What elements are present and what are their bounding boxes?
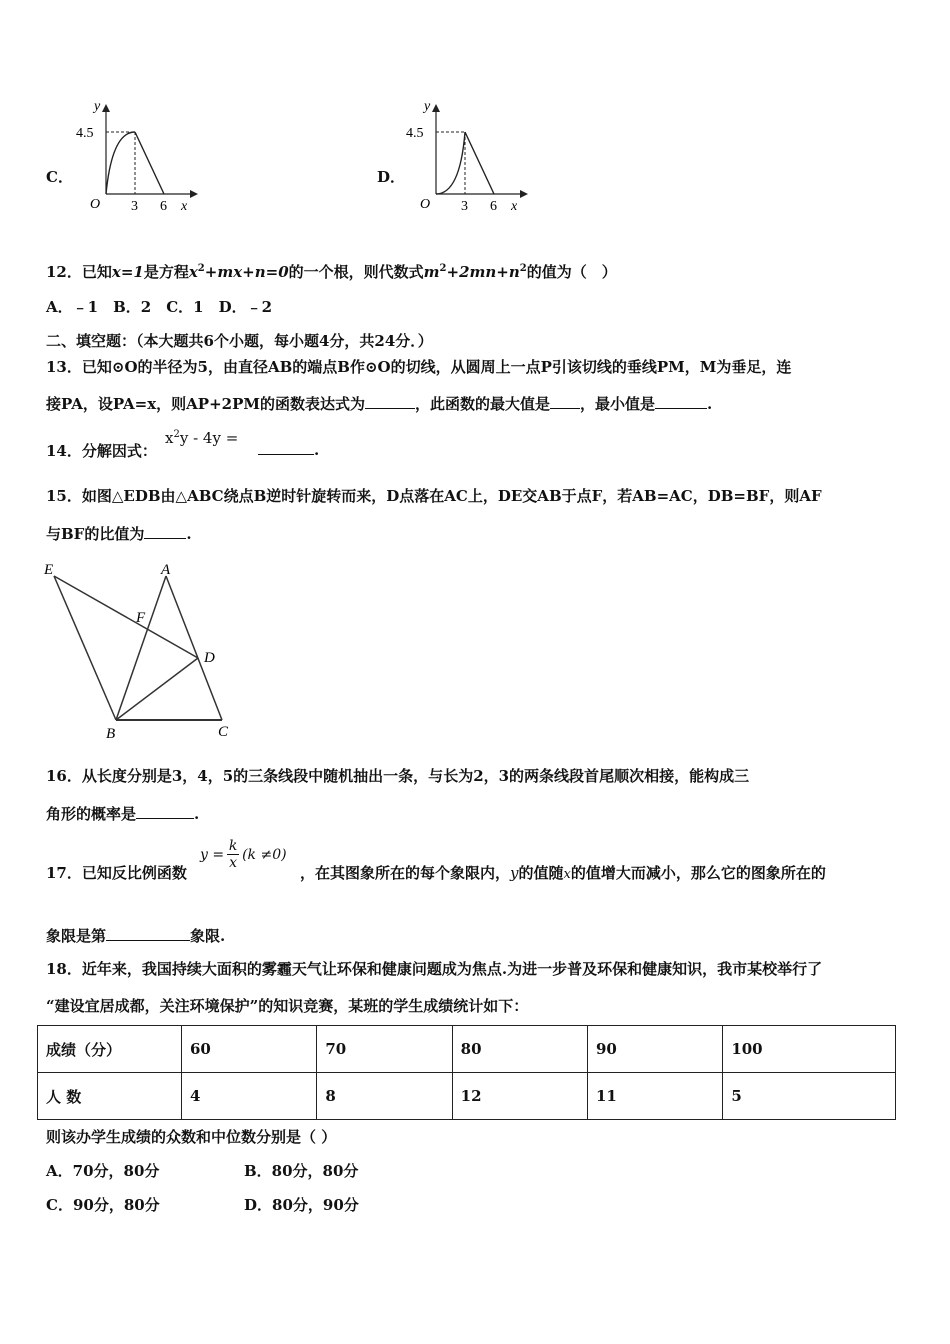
q14-end: .	[314, 441, 320, 459]
segment-ba	[116, 576, 166, 720]
graph-c-origin-label: O	[90, 197, 101, 212]
q15-end: .	[186, 525, 192, 543]
q18-option-d: D．80分，90分	[244, 1196, 359, 1214]
q18-line1: 18．近年来，我国持续大面积的雾霾天气让环保和健康问题成为焦点.为进一步普及环保和健康知识，我市某校举行了	[46, 960, 823, 978]
q15-text: 与BF的比值为	[46, 525, 145, 543]
q14-expr-exp: 2	[173, 429, 180, 440]
q15-line2	[46, 523, 192, 544]
table-cell: 60	[182, 1026, 317, 1073]
q17-fraction	[227, 838, 239, 871]
table-cell: 70	[317, 1026, 452, 1073]
q13-text-c: ，最小值是	[580, 395, 656, 413]
q14-expr-x: x	[165, 429, 174, 447]
graph-c-tick-6: 6	[160, 199, 167, 214]
q14-answer	[258, 440, 319, 459]
q18-line2: “建设宜居成都，关注环境保护”的知识竞赛，某班的学生成绩统计如下：	[46, 997, 529, 1015]
graph-c-line	[135, 132, 164, 194]
table-cell: 80	[452, 1026, 587, 1073]
table-header-cell: 人 数	[38, 1073, 182, 1120]
q12-stem	[46, 261, 617, 282]
segment-eb	[54, 576, 116, 720]
graph-c-y-label: y	[94, 99, 101, 114]
table-cell: 4	[182, 1073, 317, 1120]
table-header-cell: 成绩（分）	[38, 1026, 182, 1073]
section-2-heading: 二、填空题：（本大题共6个小题，每小题4分，共24分．）	[46, 332, 433, 350]
q18-question: 则该办学生成绩的众数和中位数分别是（ ）	[46, 1128, 337, 1146]
q15-blank[interactable]	[144, 524, 186, 539]
q17-function	[200, 838, 287, 871]
q14-blank[interactable]	[258, 440, 314, 455]
q16-line2	[46, 803, 199, 824]
q13-text-a: 接PA，设PA=x，则AP+2PM的函数表达式为	[46, 395, 365, 413]
graph-c-y-arrow	[102, 104, 110, 112]
q17-blank[interactable]	[106, 926, 190, 941]
table-row	[38, 1073, 896, 1120]
q12-suffix: 的值为（ ）	[526, 263, 617, 281]
q15-figure	[40, 558, 240, 743]
graph-d-tick-3: 3	[461, 199, 468, 214]
q17-mid: ，在其图象所在的每个象限内，	[300, 864, 511, 882]
graph-d-y-label: y	[424, 99, 431, 114]
q12-mid: 是方程	[143, 263, 189, 281]
q17-func-lhs: y =	[200, 846, 225, 863]
q13-line2	[46, 393, 712, 414]
q16-line1: 16．从长度分别是3，4，5的三条线段中随机抽出一条，与长为2，3的两条线段首尾顺次相接，能构成三	[46, 767, 750, 785]
point-c-label: C	[218, 724, 229, 740]
q17-prefix: 17．已知反比例函数	[46, 864, 187, 882]
point-d-label: D	[204, 650, 215, 666]
q12-root: x=1	[111, 263, 144, 281]
option-d-label: D．	[377, 168, 406, 186]
q12-expr-exp1: 2	[439, 263, 447, 274]
q17-func-den: x	[229, 855, 238, 871]
q17-func-num: k	[228, 838, 238, 854]
q18-option-a: A．70分，80分	[46, 1162, 160, 1180]
q13-end: .	[707, 395, 713, 413]
table-cell: 11	[587, 1073, 722, 1120]
graph-d-x-arrow	[520, 190, 528, 198]
q12-mid2: 的一个根，则代数式	[288, 263, 424, 281]
point-b-label: B	[106, 726, 116, 742]
q17-var-y: y	[510, 864, 519, 882]
graph-c-x-label: x	[181, 199, 188, 214]
table-row	[38, 1026, 896, 1073]
q13-blank-1[interactable]	[365, 394, 415, 409]
point-e-label: E	[44, 562, 54, 578]
segment-ed	[54, 576, 198, 658]
q12-options: A．﹣1 B．2 C．1 D．﹣2	[46, 298, 273, 316]
graph-d-tick-6: 6	[490, 199, 497, 214]
q17-line2-end: 象限.	[190, 927, 226, 945]
graph-c-curve	[106, 132, 135, 194]
graph-d-peak-label: 4.5	[406, 126, 424, 141]
table-cell: 100	[723, 1026, 896, 1073]
q17-var-x: x	[563, 867, 571, 882]
graph-c-tick-3: 3	[131, 199, 138, 214]
point-a-label: A	[161, 562, 171, 578]
q12-expr-mid: +2mn+n	[446, 263, 520, 281]
table-cell: 12	[452, 1073, 587, 1120]
q17-func-cond: (k ≠0)	[242, 846, 287, 863]
graph-d	[402, 96, 532, 218]
q12-eq-rest: +mx+n=0	[204, 263, 289, 281]
q13-line1: 13．已知⊙O的半径为5，由直径AB的端点B作⊙O的切线，从圆周上一点P引该切线的垂线PM，M为垂足，连	[46, 358, 792, 376]
q15-line1: 15．如图△EDB由△ABC绕点B逆时针旋转而来，D点落在AC上，DE交AB于点F，若AB=AC，DB=BF，则AF	[46, 487, 822, 505]
table-cell: 90	[587, 1026, 722, 1073]
q12-expr-m: m	[423, 263, 440, 281]
graph-c-peak-label: 4.5	[76, 126, 94, 141]
segment-ac	[166, 576, 222, 720]
q17-mid2: 的值随	[518, 864, 564, 882]
q17-suffix: 的值增大而减小，那么它的图象所在的	[570, 864, 826, 882]
graph-c	[72, 96, 202, 218]
q14-prefix: 14．分解因式：	[46, 442, 157, 460]
q18-option-c: C．90分，80分	[46, 1196, 160, 1214]
q16-end: .	[194, 805, 200, 823]
segment-bd	[116, 658, 198, 720]
q13-blank-3[interactable]	[655, 394, 707, 409]
q12-expr-exp2: 2	[519, 263, 527, 274]
q17-line2-text: 象限是第	[46, 927, 107, 945]
graph-d-x-label: x	[511, 199, 518, 214]
q16-blank[interactable]	[136, 804, 194, 819]
q16-text: 角形的概率是	[46, 805, 137, 823]
table-cell: 8	[317, 1073, 452, 1120]
option-c-label: C．	[46, 168, 73, 186]
graph-d-y-arrow	[432, 104, 440, 112]
graph-d-line	[465, 132, 494, 194]
table-cell: 5	[723, 1073, 896, 1120]
graph-c-x-arrow	[190, 190, 198, 198]
graph-d-curve	[436, 132, 465, 194]
q13-text-b: ，此函数的最大值是	[414, 395, 550, 413]
q17-rest	[300, 862, 826, 883]
score-table	[37, 1025, 896, 1120]
point-f-label: F	[136, 610, 146, 626]
q14-expr-rest: y - 4y =	[179, 429, 239, 447]
q12-prefix: 12．已知	[46, 263, 112, 281]
q18-option-b: B．80分，80分	[244, 1162, 359, 1180]
q17-line2	[46, 925, 225, 946]
q12-eq-exp: 2	[197, 263, 205, 274]
q14-expression	[165, 429, 238, 447]
graph-d-origin-label: O	[420, 197, 431, 212]
q12-eq-x: x	[188, 263, 198, 281]
q13-blank-2[interactable]	[550, 394, 580, 409]
